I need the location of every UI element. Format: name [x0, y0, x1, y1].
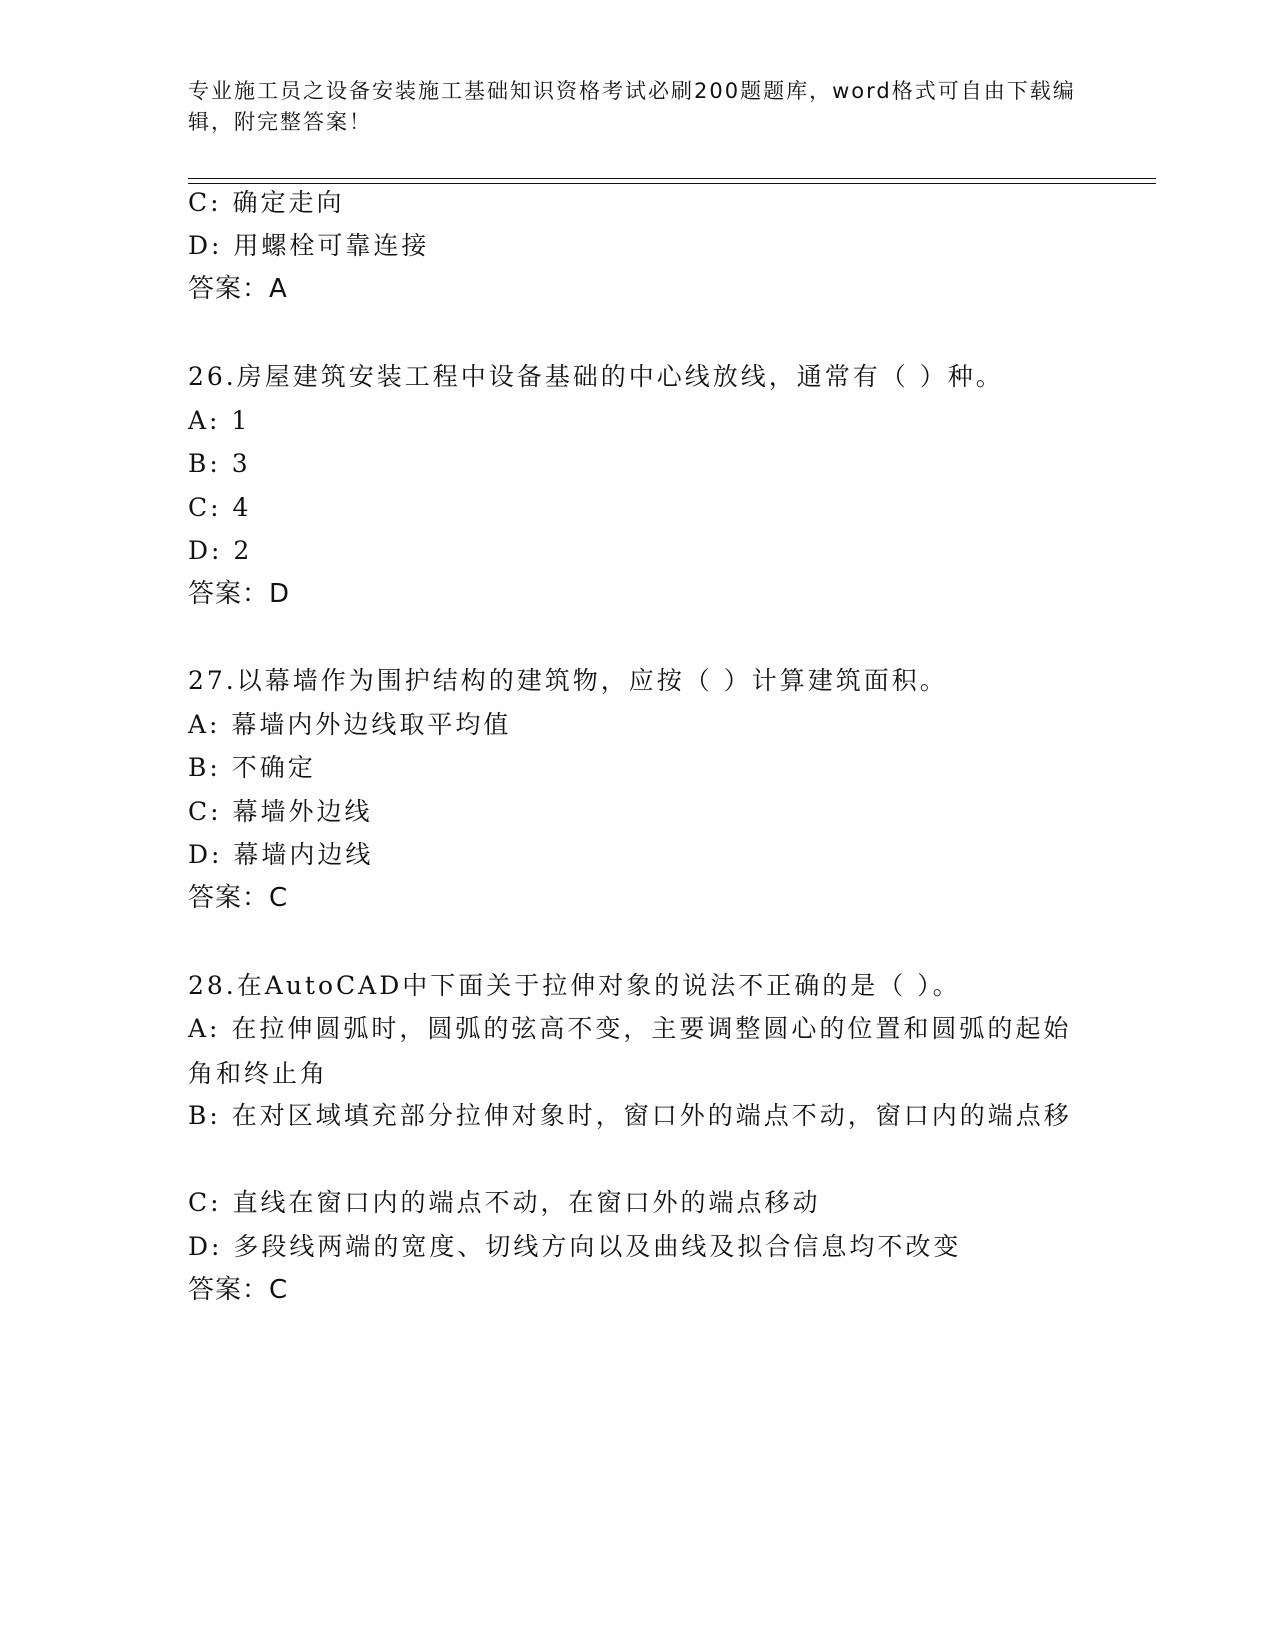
q27-answer: 答案：C: [188, 883, 289, 913]
q26-option-a: A: 1: [188, 406, 251, 435]
q26-option-b: B: 3: [188, 449, 251, 478]
q27-stem: 27.以幕墙作为围护结构的建筑物，应按（ ）计算建筑面积。: [188, 666, 948, 695]
q28-option-a: A: 在拉伸圆弧时，圆弧的弦高不变，主要调整圆心的位置和圆弧的起始角和终止角: [188, 1014, 1072, 1088]
q28-option-d: D: 多段线两端的宽度、切线方向以及曲线及拟合信息均不改变: [188, 1232, 962, 1261]
q26-option-d: D: 2: [188, 536, 253, 565]
q27-option-b: B: 不确定: [188, 753, 316, 782]
q28-option-c: C: 直线在窗口内的端点不动，在窗口外的端点移动: [188, 1188, 821, 1217]
q26-option-c: C: 4: [188, 493, 252, 522]
q28-answer: 答案：C: [188, 1275, 289, 1305]
q26-answer: 答案：D: [188, 579, 291, 609]
q25-option-d: D: 用螺栓可靠连接: [188, 231, 430, 260]
page-header: 专业施工员之设备安装施工基础知识资格考试必刷200题题库，word格式可自由下载编辑，附完整答案！: [188, 79, 1076, 134]
q28-stem: 28.在AutoCAD中下面关于拉伸对象的说法不正确的是（ ）。: [188, 971, 961, 1000]
q27-option-c: C: 幕墙外边线: [188, 797, 373, 826]
q28-option-b: B: 在对区域填充部分拉伸对象时，窗口外的端点不动，窗口内的端点移: [188, 1101, 1072, 1130]
q25-answer: 答案：A: [188, 274, 288, 304]
q27-option-d: D: 幕墙内边线: [188, 840, 374, 869]
q26-stem: 26.房屋建筑安装工程中设备基础的中心线放线，通常有（ ）种。: [188, 362, 1004, 391]
q25-option-c: C: 确定走向: [188, 188, 345, 217]
q27-option-a: A: 幕墙内外边线取平均值: [188, 710, 512, 739]
